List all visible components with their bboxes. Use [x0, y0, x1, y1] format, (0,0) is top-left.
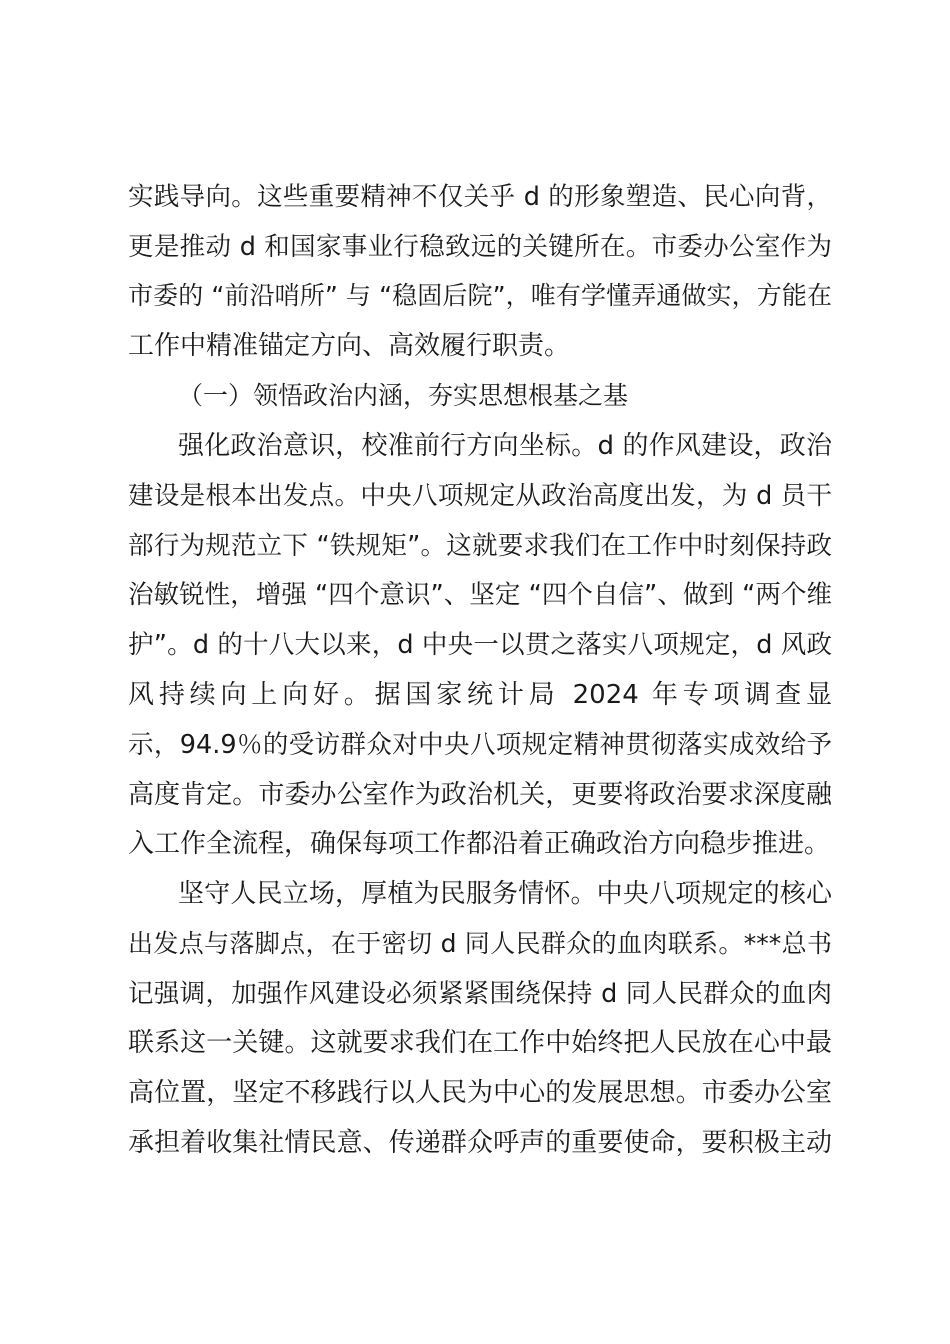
- section-heading-1: （一）领悟政治内涵，夯实思想根基之基: [178, 381, 629, 410]
- paragraph-2-line-9: 入工作全流程，确保每项工作都沿着正确政治方向稳步推进。: [128, 829, 831, 859]
- paragraph-1-line-4: 工作中精准锚定方向、高效履行职责。: [128, 331, 571, 361]
- paragraph-2-line-3: 部行为规范立下 “铁规矩”。这就要求我们在工作中时刻保持政: [128, 531, 832, 561]
- paragraph-2-line-5: 护”。d 的十八大以来，d 中央一以贯之落实八项规定，d 风政: [128, 630, 832, 660]
- paragraph-2-line-7: 示，94.9％的受访群众对中央八项规定精神贯彻落实成效给予: [128, 730, 832, 760]
- paragraph-1-line-2: 更是推动 d 和国家事业行稳致远的关键所在。市委办公室作为: [128, 232, 832, 262]
- paragraph-1-line-1: 实践导向。这些重要精神不仅关乎 d 的形象塑造、民心向背，: [128, 182, 832, 212]
- paragraph-2-line-6: 风持续向上向好。据国家统计局 2024 年专项调查显: [128, 680, 832, 710]
- paragraph-3-line-5: 高位置，坚定不移践行以人民为中心的发展思想。市委办公室: [128, 1078, 832, 1108]
- paragraph-2-line-8: 高度肯定。市委办公室作为政治机关，更要将政治要求深度融: [128, 780, 832, 810]
- paragraph-3-line-2: 出发点与落脚点，在于密切 d 同人民群众的血肉联系。***总书: [128, 929, 832, 958]
- paragraph-3-line-6: 承担着收集社情民意、传递群众呼声的重要使命，要积极主动: [128, 1128, 832, 1158]
- paragraph-3-line-1: 坚守人民立场，厚植为民服务情怀。中央八项规定的核心: [178, 879, 832, 909]
- paragraph-2-line-2: 建设是根本出发点。中央八项规定从政治高度出发，为 d 员干: [128, 481, 832, 511]
- paragraph-2-line-1: 强化政治意识，校准前行方向坐标。d 的作风建设，政治: [178, 431, 832, 461]
- paragraph-3-line-4: 联系这一关键。这就要求我们在工作中始终把人民放在心中最: [128, 1028, 832, 1058]
- paragraph-3-line-3: 记强调，加强作风建设必须紧紧围绕保持 d 同人民群众的血肉: [128, 979, 832, 1009]
- paragraph-2-line-4: 治敏锐性，增强 “四个意识”、坚定 “四个自信”、做到 “两个维: [128, 580, 832, 610]
- paragraph-1-line-3: 市委的 “前沿哨所” 与 “稳固后院”，唯有学懂弄通做实，方能在: [128, 281, 832, 310]
